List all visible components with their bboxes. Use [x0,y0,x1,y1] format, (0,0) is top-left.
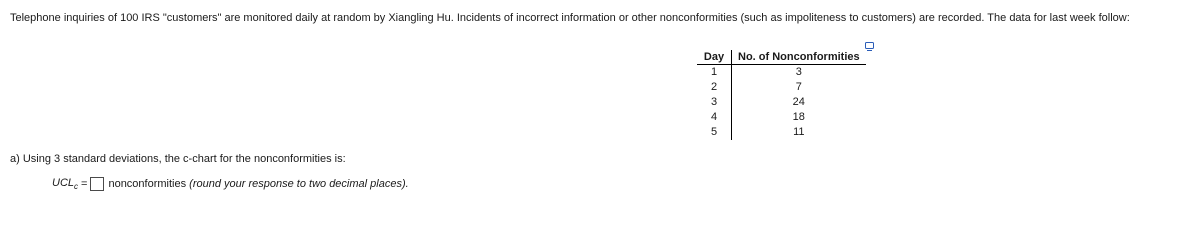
count-cell: 18 [792,111,805,123]
table-row [697,110,866,125]
rounding-note: (round your response to two decimal places). [189,178,409,191]
day-cell: 3 [697,95,732,110]
copy-icon[interactable] [865,42,874,51]
header-day: Day [697,50,732,65]
day-cell: 4 [697,110,732,125]
table-row [697,95,866,110]
table-header-row [697,50,866,65]
equals-sign: = [81,178,88,191]
count-cell: 3 [795,66,802,78]
unit-label: nonconformities [108,178,187,191]
day-cell: 1 [697,65,732,81]
ucl-label-main: UCL [52,177,75,189]
problem-statement: Telephone inquiries of 100 IRS "customers" are monitored daily at random by Xiangling Hu. Incidents of incorrect information or other nonconformities (such as impoliteness to customers) are recorded. The data for last week follow: [10,12,1130,24]
table-row [697,80,866,95]
table-row [697,65,866,81]
question-a-text: a) Using 3 standard deviations, the c-chart for the nonconformities is: [10,153,346,165]
table-row [697,125,866,140]
ucl-label-sub: c [74,182,79,192]
ucl-answer-row [52,177,409,191]
ucl-label [52,177,78,191]
nonconformities-table [697,50,866,140]
day-cell: 5 [697,125,732,140]
count-cell: 11 [793,126,805,138]
ucl-answer-input[interactable] [90,177,104,191]
day-cell: 2 [697,80,732,95]
count-cell: 24 [792,96,805,108]
count-cell: 7 [795,81,802,93]
header-nonconformities: No. of Nonconformities [732,50,866,65]
